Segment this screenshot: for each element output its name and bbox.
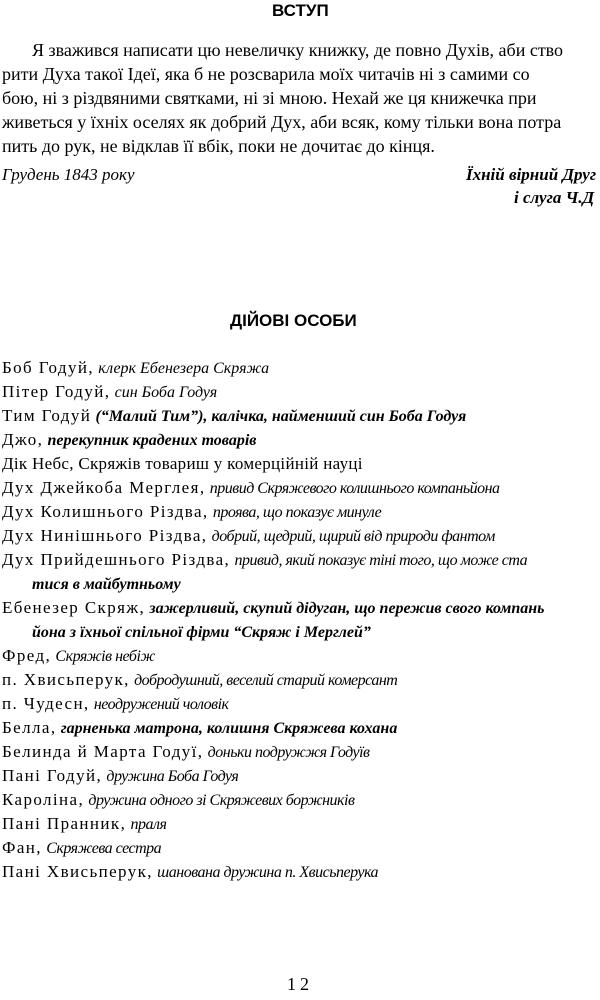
cast-desc: клерк Ебенезера Скряжа: [98, 360, 270, 377]
cast-name: Дік Небс, Скряжів товариш у комерційній науці: [2, 454, 363, 473]
cast-entry: [2, 428, 256, 452]
cast-desc: доньки подружжя Годуїв: [207, 744, 370, 761]
cast-desc: проява, що показує минуле: [212, 504, 382, 521]
intro-line-1: Я зважився написати цю невеличку книжку, де повно Духів, аби ство: [32, 40, 564, 60]
cast-desc: привид Скряжевого колишнього компаньйона: [209, 480, 500, 497]
cast-desc: (“Малий Тим”), калічка, найменший син Боба Годуя: [95, 408, 467, 425]
cast-desc: зажерливий, скупий дідуган, що пережив свого компань: [149, 600, 545, 617]
cast-name: Дух Прийдешнього Різдва,: [2, 550, 231, 569]
intro-heading: ВСТУП: [272, 1, 329, 20]
cast-name: Фан,: [2, 838, 42, 857]
cast-name: Кароліна,: [2, 790, 85, 809]
cast-entry: [2, 812, 166, 836]
cast-desc: неодружений чоловік: [93, 696, 229, 713]
cast-entry: [2, 692, 229, 716]
cast-entry: [2, 596, 544, 620]
cast-heading: ДІЙОВІ ОСОБИ: [230, 311, 357, 330]
cast-name: п. Чудесн,: [2, 694, 90, 713]
cast-name: Тим Годуй: [2, 406, 92, 425]
cast-desc: перекупник крадених товарів: [47, 432, 257, 449]
intro-line-2: рити Духа такої Ідеї, яка б не розсварила моїх читачів ні з самими со: [2, 64, 530, 84]
cast-desc: добрий, щедрий, щирий від природи фантом: [211, 528, 495, 545]
cast-desc: Скряжів небіж: [55, 648, 155, 665]
cast-entry: [2, 476, 500, 500]
cast-desc: привид, який показує тіні того, що може ста: [234, 552, 528, 569]
cast-entry: [2, 740, 369, 764]
cast-entry: [2, 524, 495, 548]
signature-line-2: і слуга Ч.Д: [514, 188, 595, 207]
cast-entry: [2, 860, 378, 884]
cast-entry: [2, 644, 155, 668]
page-number: 12: [287, 974, 313, 994]
cast-desc: йона з їхньої спільної фірми “Скряж і Мерглей”: [32, 624, 371, 641]
cast-desc: тися в майбутньому: [32, 576, 181, 593]
cast-desc: Скряжева сестра: [46, 840, 162, 857]
cast-entry: [2, 452, 363, 476]
cast-desc: праля: [130, 816, 167, 833]
cast-entry-continuation: [32, 572, 181, 596]
cast-entry: [2, 500, 381, 524]
cast-entry: [2, 836, 161, 860]
cast-entry: [2, 380, 217, 404]
cast-desc: дружина одного зі Скряжевих боржників: [88, 792, 355, 809]
cast-entry: [2, 356, 269, 380]
cast-entry: [2, 404, 466, 428]
cast-desc: шанована дружина п. Хвисьперука: [157, 864, 379, 881]
cast-name: Пані Хвисьперук,: [2, 862, 153, 881]
cast-name: Пані Пранник,: [2, 814, 127, 833]
cast-name: Дух Нинішнього Різдва,: [2, 526, 208, 545]
cast-name: Боб Годуй,: [2, 358, 95, 377]
cast-desc: дружина Боба Годуя: [106, 768, 239, 785]
cast-name: Белинда й Марта Годуї,: [2, 742, 204, 761]
cast-name: Дух Колишнього Різдва,: [2, 502, 209, 521]
cast-entry: [2, 788, 354, 812]
cast-desc: добродушний, веселий старий комерсант: [134, 672, 398, 689]
cast-name: Пітер Годуй,: [2, 382, 111, 401]
intro-line-3: бою, ні з різдвяними святками, ні зі мною. Нехай же ця книжечка при: [2, 88, 537, 108]
cast-name: Джо,: [2, 430, 44, 449]
intro-date: Грудень 1843 року: [2, 165, 135, 184]
cast-entry: [2, 548, 527, 572]
cast-entry-continuation: [32, 620, 371, 644]
intro-line-4: живеться у їхніх оселях як добрий Дух, аби всяк, кому тільки вона потра: [2, 112, 562, 132]
cast-name: Пані Годуй,: [2, 766, 103, 785]
cast-name: Ебенезер Скряж,: [2, 598, 146, 617]
cast-entry: [2, 716, 397, 740]
cast-desc: син Боба Годуя: [114, 384, 218, 401]
cast-entry: [2, 668, 397, 692]
cast-name: Фред,: [2, 646, 52, 665]
intro-line-5: пить до рук, не відклав її вбік, поки не дочитає до кінця.: [2, 136, 435, 156]
signature-line-1: Їхній вірний Друг: [466, 165, 597, 184]
cast-desc: гарненька матрона, колишня Скряжева кохана: [60, 720, 398, 737]
cast-name: п. Хвисьперук,: [2, 670, 130, 689]
cast-name: Дух Джейкоба Мерглея,: [2, 478, 206, 497]
cast-entry: [2, 764, 238, 788]
cast-name: Белла,: [2, 718, 57, 737]
